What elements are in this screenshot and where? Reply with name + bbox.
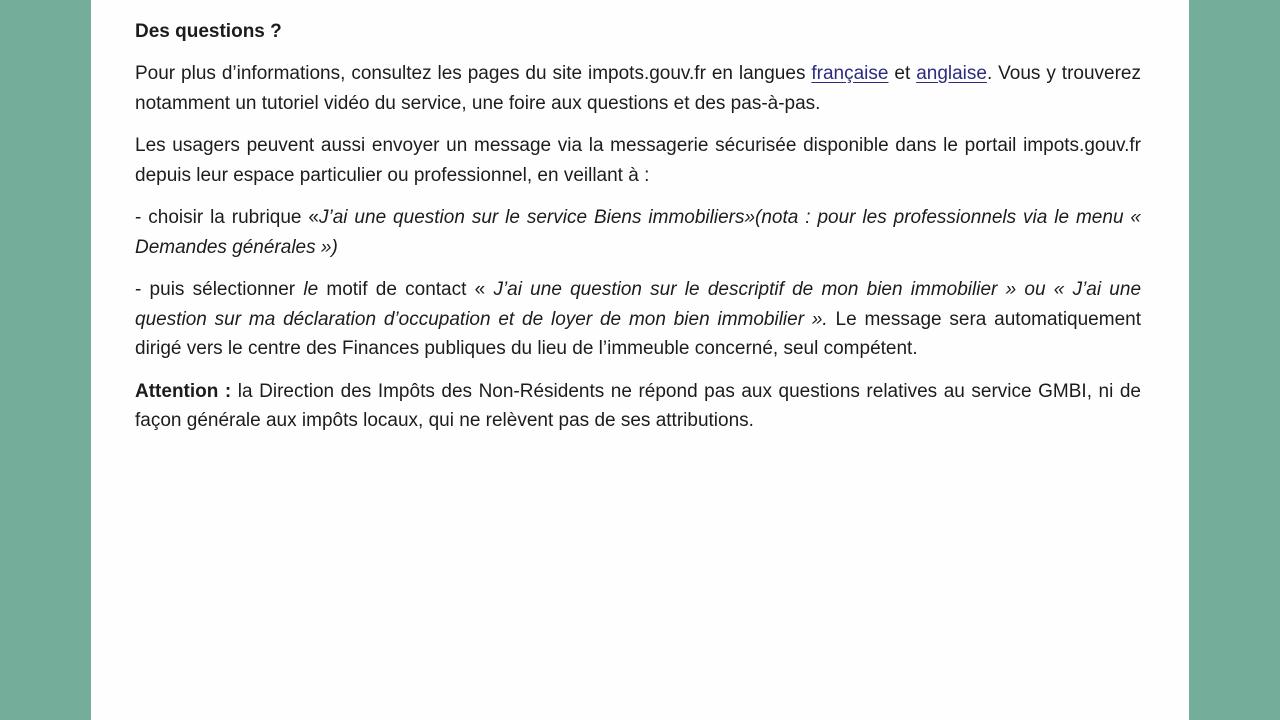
info-text-and: et xyxy=(888,63,917,84)
step-select-article: le xyxy=(303,279,319,300)
messaging-paragraph: Les usagers peuvent aussi envoyer un message via la messagerie sécurisée disponible dans le portail impots.gouv.fr depuis leur espace particulier ou professionnel, en veillant à : xyxy=(135,135,1141,186)
step-choose-rubric-name: J’ai une question sur le service Biens immobiliers»(nota : pour les professionnels via le menu « Demandes générales ») xyxy=(135,207,1142,258)
step-select-motif-label: motif de contact « xyxy=(318,279,494,300)
document-content xyxy=(135,17,1141,449)
step-select-motif xyxy=(135,275,1141,364)
info-paragraph xyxy=(135,59,1141,118)
step-select-motif-options: J’ai une question sur le descriptif de mon bien immobilier » ou « J’ai une question sur ma déclaration d’occupation et de loyer de mon bien immobilier ». xyxy=(135,279,1142,330)
attention-paragraph xyxy=(135,377,1141,436)
step-select-routing: Le message sera automatiquement dirigé vers le centre des Finances publiques du lieu de l’immeuble concerné, seul compétent. xyxy=(135,308,1141,359)
document-page xyxy=(91,0,1189,720)
section-heading: Des questions ? xyxy=(135,21,282,42)
info-text-end: . Vous y trouverez notamment un tutoriel vidéo du service, une foire aux questions et des pas-à-pas. xyxy=(135,63,1141,114)
step-choose-prefix: - choisir la rubrique « xyxy=(135,207,319,228)
attention-label: Attention : xyxy=(135,380,232,402)
attention-text: la Direction des Impôts des Non-Résidents ne répond pas aux questions relatives au service GMBI, ni de façon générale aux impôts locaux, qui ne relèvent pas de ses attributions. xyxy=(135,380,1141,431)
step-choose-rubric xyxy=(135,203,1141,262)
link-english[interactable]: anglaise xyxy=(916,63,987,84)
link-french[interactable]: française xyxy=(811,63,889,84)
info-text-start: Pour plus d’informations, consultez les pages du site impots.gouv.fr en langues xyxy=(135,63,812,84)
step-select-prefix: - puis sélectionner xyxy=(135,279,304,300)
